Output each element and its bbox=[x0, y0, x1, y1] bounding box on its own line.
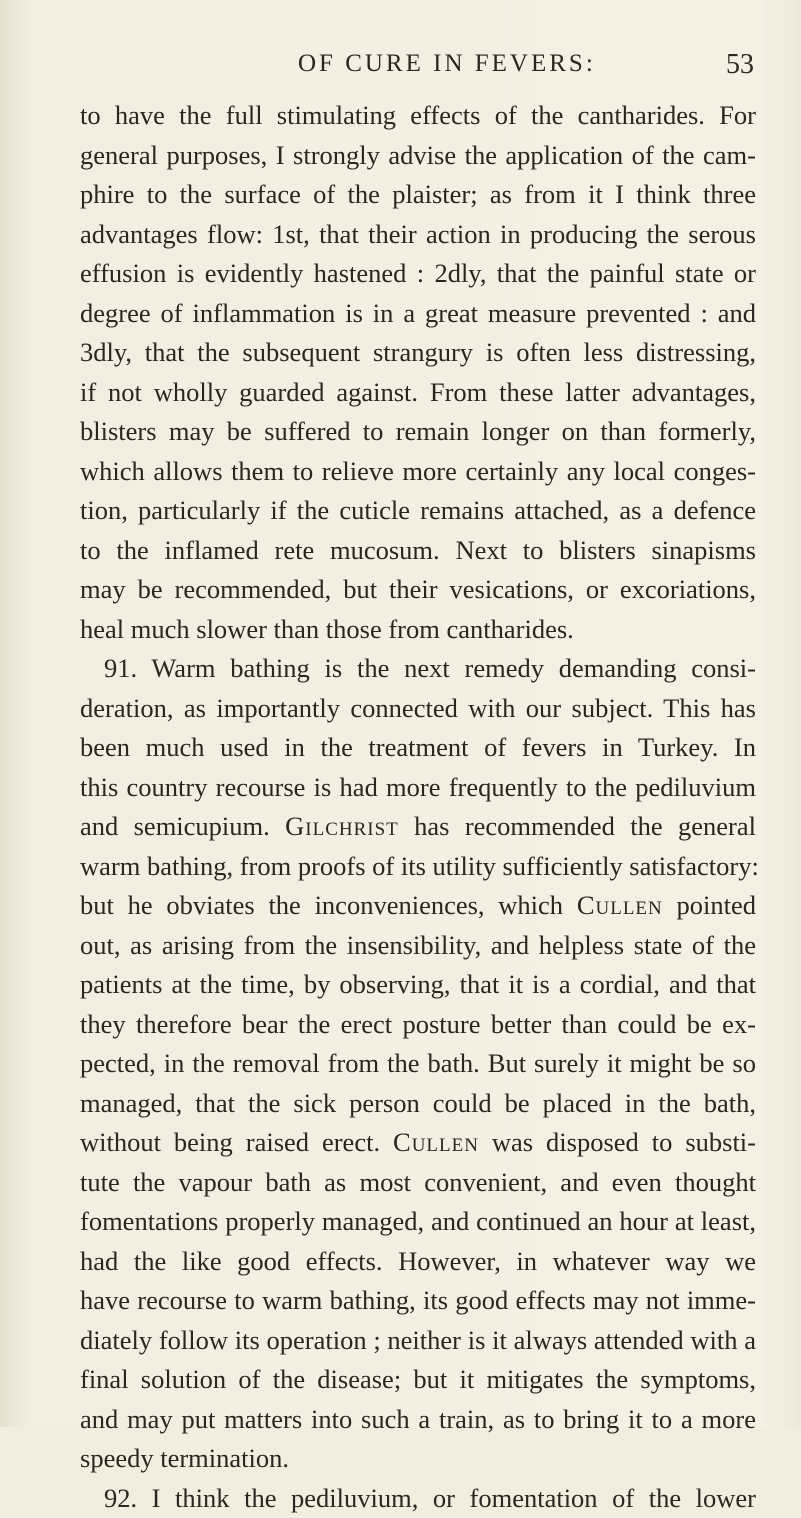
text-line: been much used in the treatment of fevers in Turkey. In bbox=[80, 728, 756, 768]
text-line: blisters may be suffered to remain longer on than formerly, bbox=[80, 412, 756, 452]
text-line: pected, in the removal from the bath. But surely it might be so bbox=[80, 1044, 756, 1084]
text-line: tion, particularly if the cuticle remains attached, as a defence bbox=[80, 491, 756, 531]
text-line: have recourse to warm bathing, its good effects may not imme- bbox=[80, 1281, 756, 1321]
author-name: Cullen bbox=[577, 890, 663, 920]
paragraph-92-start: 92. I think the pediluvium, or fomentation of the lower bbox=[80, 1479, 756, 1518]
text-line: tute the vapour bath as most convenient, and even thought bbox=[80, 1163, 756, 1203]
paragraph-91-start: 91. Warm bathing is the next remedy demanding consi- bbox=[80, 649, 756, 689]
text-line: out, as arising from the insensibility, and helpless state of the bbox=[80, 926, 756, 966]
text-line: advantages flow: 1st, that their action in producing the serous bbox=[80, 215, 756, 255]
author-name: Cullen bbox=[393, 1127, 479, 1157]
text-line: which allows them to relieve more certainly any local conges- bbox=[80, 452, 756, 492]
text-line: fomentations properly managed, and continued an hour at least, bbox=[80, 1202, 756, 1242]
text-line: had the like good effects. However, in whatever way we bbox=[80, 1242, 756, 1282]
text-line: phire to the surface of the plaister; as from it I think three bbox=[80, 175, 756, 215]
text-line: may be recommended, but their vesications, or excoriations, bbox=[80, 570, 756, 610]
text-line: but he obviates the inconveniences, which Cullen pointed bbox=[80, 886, 756, 926]
text-line: this country recourse is had more frequently to the pediluvium bbox=[80, 768, 756, 808]
text-line: effusion is evidently hastened : 2dly, that the painful state or bbox=[80, 254, 756, 294]
text-line: patients at the time, by observing, that it is a cordial, and that bbox=[80, 965, 756, 1005]
text-line: general purposes, I strongly advise the application of the cam- bbox=[80, 136, 756, 176]
text-line: managed, that the sick person could be placed in the bath, bbox=[80, 1084, 756, 1124]
text-line: to have the full stimulating effects of the cantharides. For bbox=[80, 96, 756, 136]
text-line: they therefore bear the erect posture better than could be ex- bbox=[80, 1005, 756, 1045]
text-line: to the inflamed rete mucosum. Next to blisters sinapisms bbox=[80, 531, 756, 571]
text-line: warm bathing, from proofs of its utility sufficiently satisfactory: bbox=[80, 847, 756, 887]
text-line: without being raised erect. Cullen was disposed to substi- bbox=[80, 1123, 756, 1163]
text-line: heal much slower than those from cantharides. bbox=[80, 610, 756, 650]
text-line: if not wholly guarded against. From these latter advantages, bbox=[80, 373, 756, 413]
text-line: deration, as importantly connected with our subject. This has bbox=[80, 689, 756, 729]
text-line: final solution of the disease; but it mitigates the symptoms, bbox=[80, 1360, 756, 1400]
text-line: degree of inflammation is in a great measure prevented : and bbox=[80, 294, 756, 334]
text-line: diately follow its operation ; neither is it always attended with a bbox=[80, 1321, 756, 1361]
body-text bbox=[80, 96, 756, 1518]
page-header bbox=[0, 50, 801, 90]
text-line: speedy termination. bbox=[80, 1439, 756, 1479]
page-number: 53 bbox=[726, 49, 754, 81]
text-line: and semicupium. Gilchrist has recommended the general bbox=[80, 807, 756, 847]
text-line: and may put matters into such a train, as to bring it to a more bbox=[80, 1400, 756, 1440]
author-name: Gilchrist bbox=[285, 811, 399, 841]
text-line: 3dly, that the subsequent strangury is often less distressing, bbox=[80, 333, 756, 373]
running-head: OF CURE IN FEVERS: bbox=[298, 50, 596, 78]
